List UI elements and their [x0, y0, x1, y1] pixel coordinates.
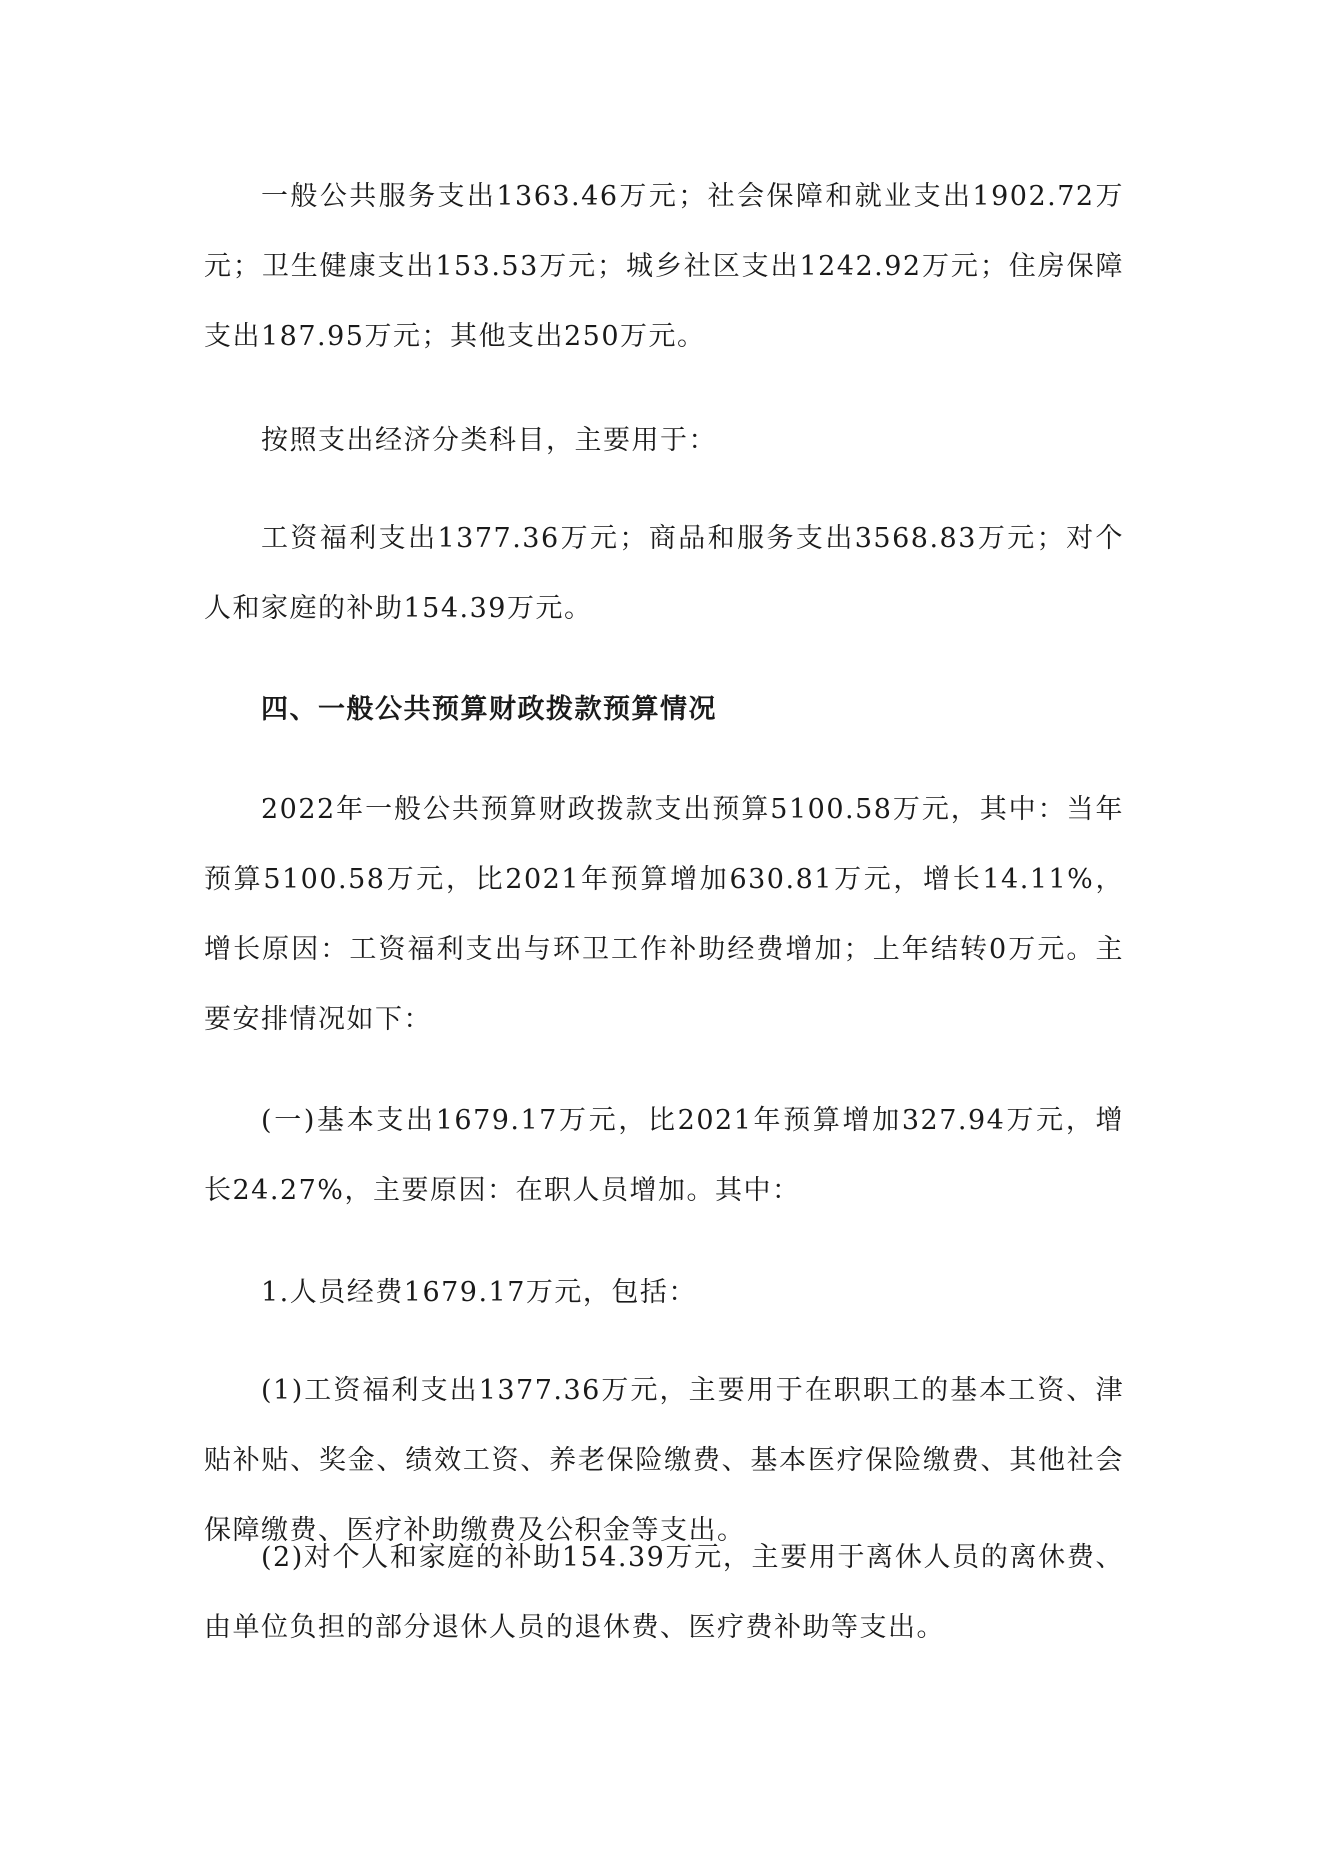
paragraph-household-subsidies: (2)对个人和家庭的补助154.39万元，主要用于离休人员的离休费、由单位负担的部分退休人员的退休费、医疗费补助等支出。 — [204, 1542, 1124, 1643]
paragraph-personnel-expenses: 1.人员经费1679.17万元，包括： — [261, 1277, 697, 1308]
paragraph-wages-welfare: (1)工资福利支出1377.36万元，主要用于在职职工的基本工资、津贴补贴、奖金、绩效工资、养老保险缴费、基本医疗保险缴费、其他社会保障缴费、医疗补助缴费及公积金等支出。 — [204, 1375, 1124, 1546]
paragraph-basic-expenditure: (一)基本支出1679.17万元，比2021年预算增加327.94万元，增长24.27%，主要原因：在职人员增加。其中： — [204, 1105, 1124, 1206]
paragraph-expenditure-by-economic: 工资福利支出1377.36万元；商品和服务支出3568.83万元；对个人和家庭的补助154.39万元。 — [204, 523, 1124, 624]
paragraph-expenditure-by-function: 一般公共服务支出1363.46万元；社会保障和就业支出1902.72万元；卫生健康支出153.53万元；城乡社区支出1242.92万元；住房保障支出187.95万元；其他支出250万元。 — [204, 181, 1124, 352]
paragraph-economic-classification-intro: 按照支出经济分类科目，主要用于： — [261, 425, 717, 456]
paragraph-appropriation-summary: 2022年一般公共预算财政拨款支出预算5100.58万元，其中：当年预算5100.58万元，比2021年预算增加630.81万元，增长14.11%，增长原因：工资福利支出与环卫工作补助经费增加；上年结转0万元。主要安排情况如下： — [204, 794, 1124, 1035]
section-heading: 四、一般公共预算财政拨款预算情况 — [261, 694, 717, 725]
